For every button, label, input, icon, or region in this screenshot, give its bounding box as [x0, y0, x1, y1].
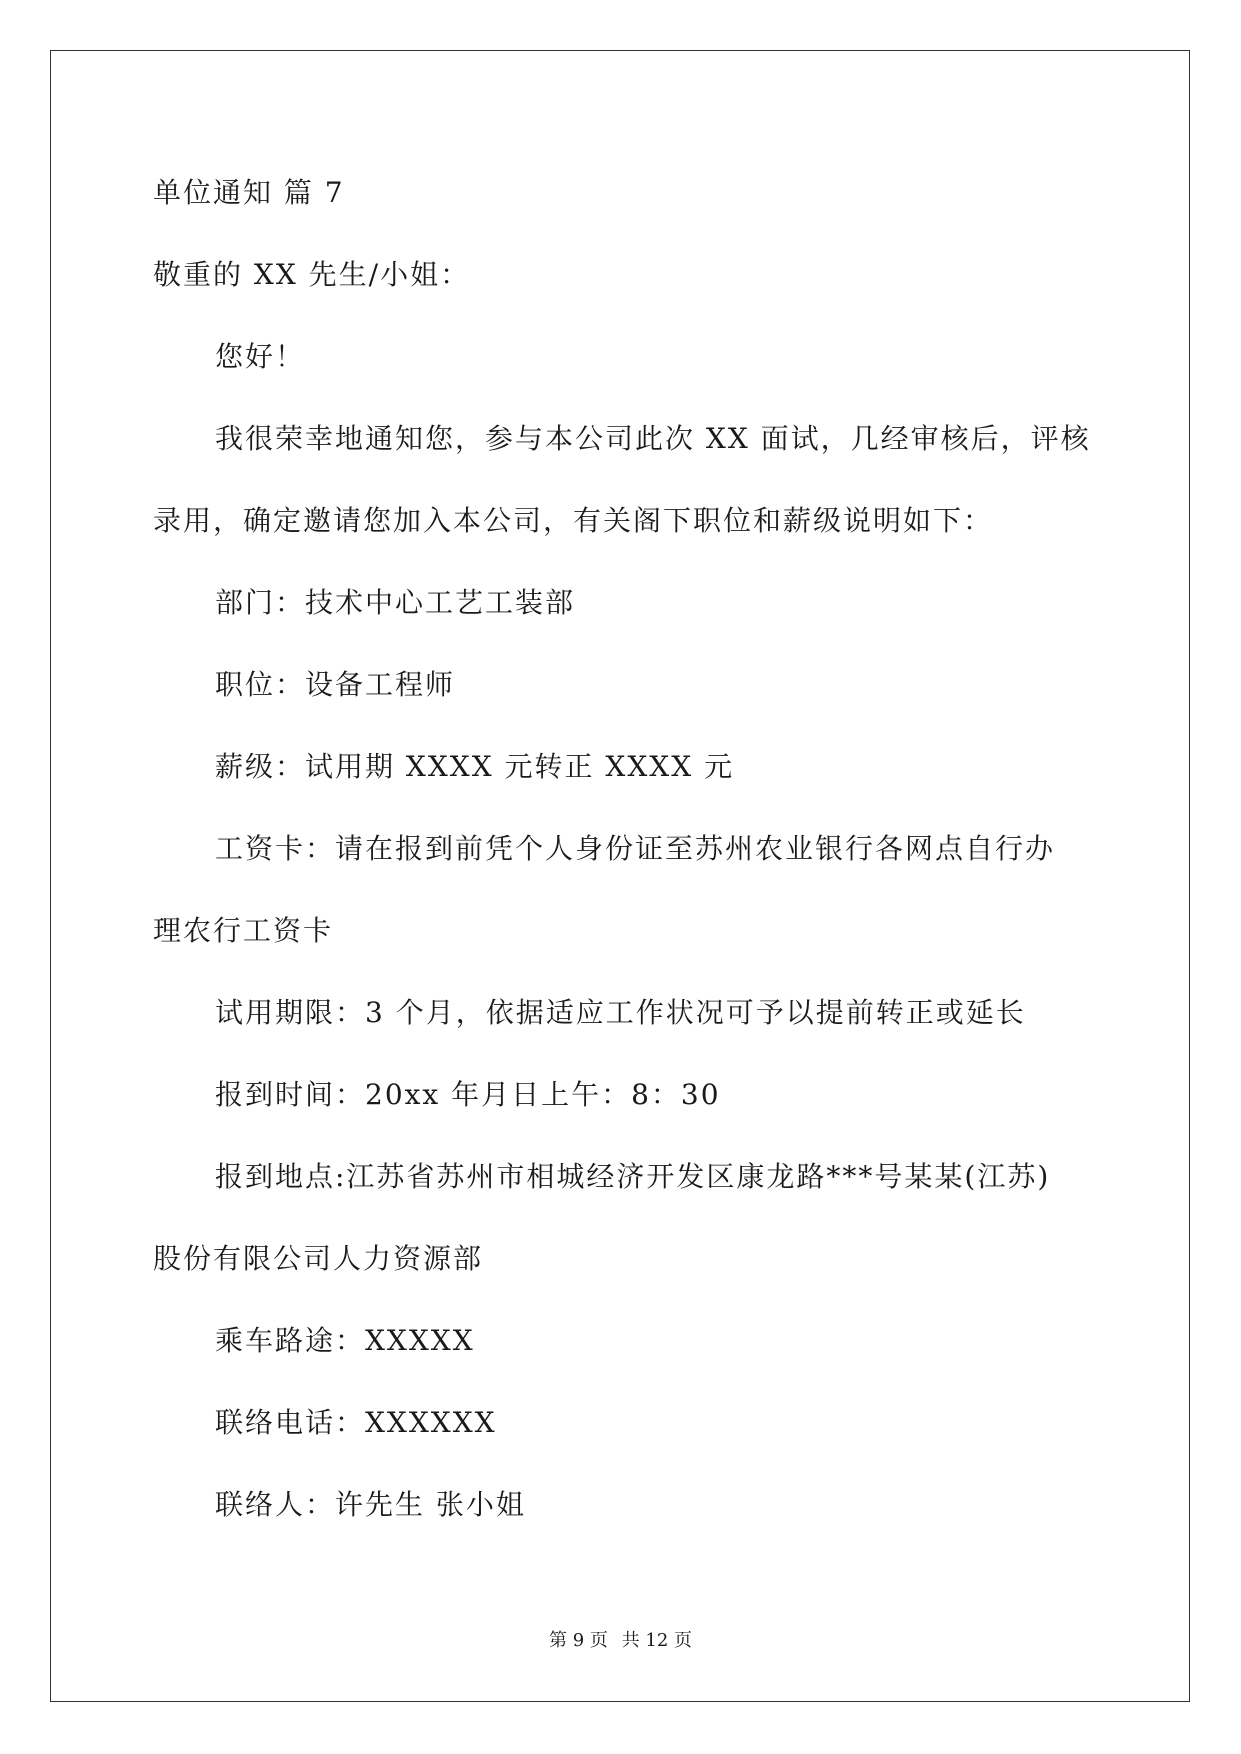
report-place-line-2: 股份有限公司人力资源部: [153, 1242, 484, 1275]
intro-paragraph-line-1: 我很荣幸地通知您，参与本公司此次 XX 面试，几经审核后，评核: [215, 422, 1091, 455]
report-place-line-1: 报到地点:江苏省苏州市相城经济开发区康龙路***号某某(江苏): [215, 1160, 1051, 1193]
greeting: 您好！: [215, 340, 306, 373]
probation-line: 试用期限：3 个月，依据适应工作状况可予以提前转正或延长: [215, 996, 1026, 1029]
salutation: 敬重的 XX 先生/小姐：: [153, 258, 471, 291]
report-time-line: 报到时间：20xx 年月日上午：8：30: [215, 1078, 721, 1111]
salary-card-line-2: 理农行工资卡: [153, 914, 334, 947]
department-line: 部门：技术中心工艺工装部: [215, 586, 576, 619]
salary-line: 薪级：试用期 XXXX 元转正 XXXX 元: [215, 750, 735, 783]
intro-paragraph-line-2: 录用，确定邀请您加入本公司，有关阁下职位和薪级说明如下：: [153, 504, 994, 537]
phone-line: 联络电话：XXXXXX: [215, 1406, 497, 1439]
page-number-total: 共 12 页: [621, 1630, 692, 1651]
page-number-current: 第 9 页: [549, 1630, 608, 1651]
salary-card-line-1: 工资卡：请在报到前凭个人身份证至苏州农业银行各网点自行办: [215, 832, 1056, 865]
page-footer: [0, 1630, 1241, 1652]
document-heading: 单位通知 篇 7: [153, 176, 345, 209]
contact-line: 联络人：许先生 张小姐: [215, 1488, 526, 1521]
page-frame: [50, 50, 1190, 1702]
route-line: 乘车路途：XXXXX: [215, 1324, 475, 1357]
position-line: 职位：设备工程师: [215, 668, 456, 701]
